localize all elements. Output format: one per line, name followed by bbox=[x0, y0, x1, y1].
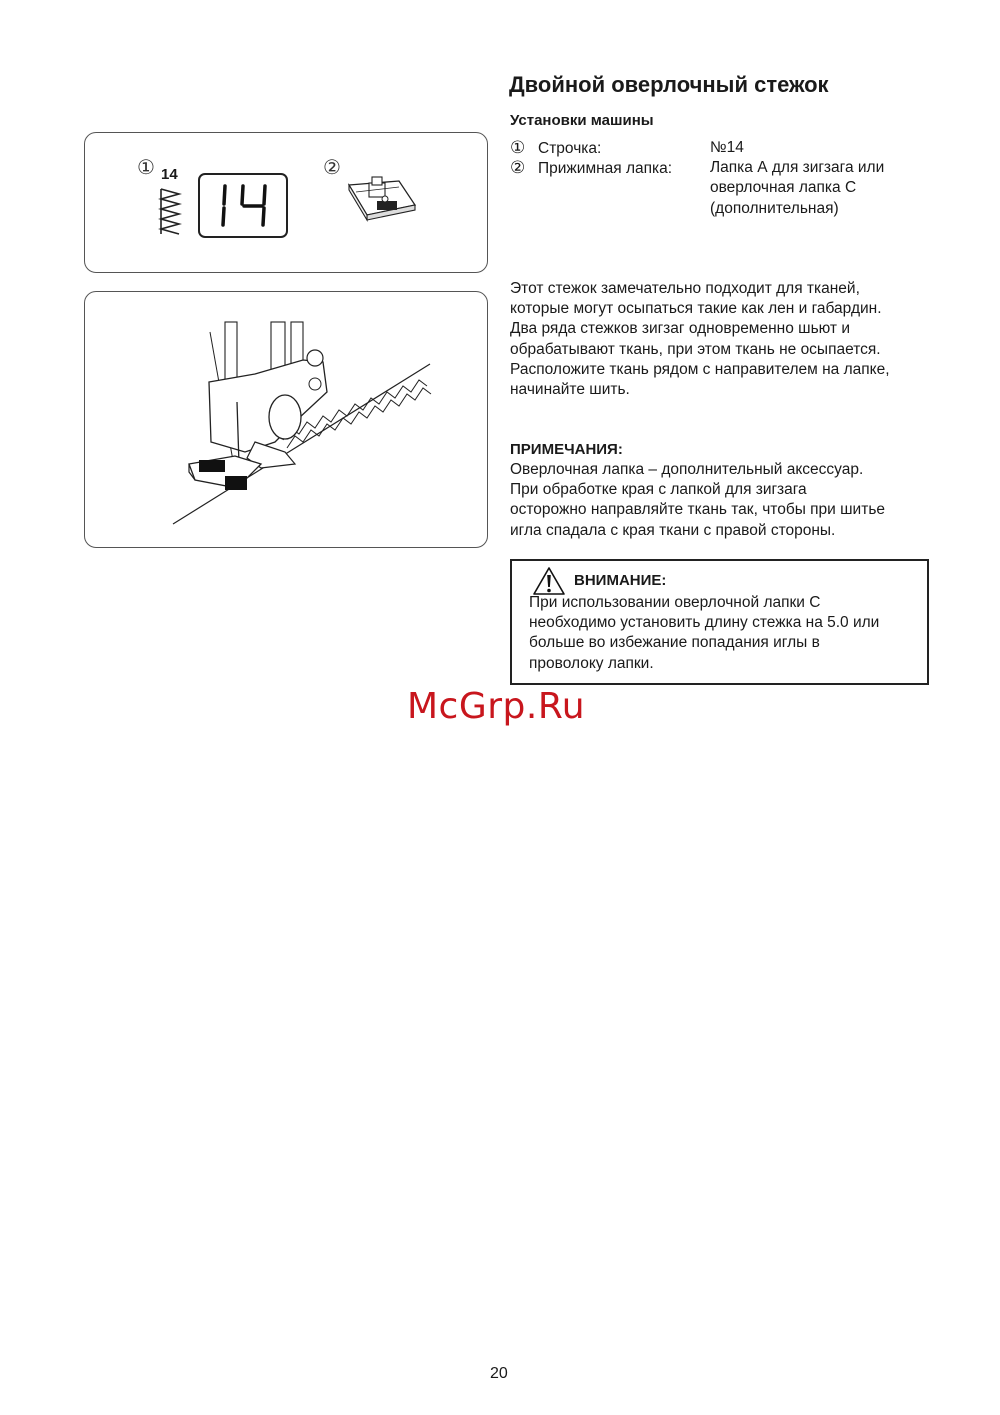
presser-foot-icon bbox=[341, 175, 421, 227]
text-line: Этот стежок замечательно подходит для тканей, bbox=[510, 280, 860, 297]
figure-marker-2: ② bbox=[323, 155, 341, 179]
setting-marker: ① bbox=[510, 138, 526, 158]
text-line: Оверлочная лапка – дополнительный аксессуар. bbox=[510, 461, 864, 478]
description-paragraph bbox=[510, 279, 940, 400]
text-line: обрабатывают ткань, при этом ткань не осыпается. bbox=[510, 340, 881, 358]
warning-triangle-icon bbox=[532, 566, 566, 596]
text-line: Два ряда стежков зигзаг одновременно шьют и bbox=[510, 320, 850, 338]
page-title: Двойной оверлочный стежок bbox=[509, 72, 829, 97]
setting-value-foot-line: Лапка А для зигзага или bbox=[710, 159, 885, 176]
text-line: больше во избежание попадания иглы в bbox=[529, 634, 820, 652]
notes-paragraph bbox=[510, 460, 940, 541]
text-line: необходимо установить длину стежка на 5.0 или bbox=[529, 614, 880, 632]
text-line: осторожно направляйте ткань так, чтобы при шитье bbox=[510, 501, 886, 519]
notes-heading: ПРИМЕЧАНИЯ: bbox=[510, 441, 623, 458]
text-line: При использовании оверлочной лапки С bbox=[529, 594, 821, 611]
lcd-digits bbox=[200, 175, 286, 236]
overlock-foot-sewing-illustration bbox=[85, 292, 489, 549]
setting-row-foot bbox=[510, 158, 672, 179]
pattern-number-label: 14 bbox=[161, 166, 178, 183]
warning-paragraph bbox=[529, 593, 924, 674]
warning-box bbox=[510, 559, 929, 685]
setting-label: Строчка: bbox=[538, 140, 602, 157]
warning-heading: ВНИМАНИЕ: bbox=[574, 572, 667, 589]
text-line: При обработке края с лапкой для зигзага bbox=[510, 481, 807, 499]
setting-row-stitch bbox=[510, 138, 601, 159]
text-line: начинайте шить. bbox=[510, 381, 630, 399]
setting-label: Прижимная лапка: bbox=[538, 160, 673, 177]
stitch-number-display bbox=[198, 173, 288, 238]
setting-marker: ② bbox=[510, 158, 526, 178]
page-number: 20 bbox=[490, 1365, 508, 1382]
figure-marker-1: ① bbox=[137, 155, 155, 179]
setting-value-foot-line: оверлочная лапка С bbox=[710, 179, 857, 196]
setting-value-stitch: №14 bbox=[710, 139, 744, 156]
machine-settings-figure bbox=[84, 132, 488, 273]
double-overlock-stitch-icon bbox=[157, 187, 185, 237]
setting-value-foot-line: (дополнительная) bbox=[710, 200, 839, 217]
text-line: Расположите ткань рядом с направителем на лапке, bbox=[510, 360, 890, 378]
sewing-illustration bbox=[84, 291, 488, 548]
text-line: игла спадала с края ткани с правой стороны. bbox=[510, 521, 836, 539]
text-line: которые могут осыпаться такие как лен и габардин. bbox=[510, 300, 882, 318]
watermark: McGrp.Ru bbox=[407, 686, 586, 727]
text-line: проволоку лапки. bbox=[529, 654, 654, 672]
settings-heading: Установки машины bbox=[510, 112, 654, 129]
